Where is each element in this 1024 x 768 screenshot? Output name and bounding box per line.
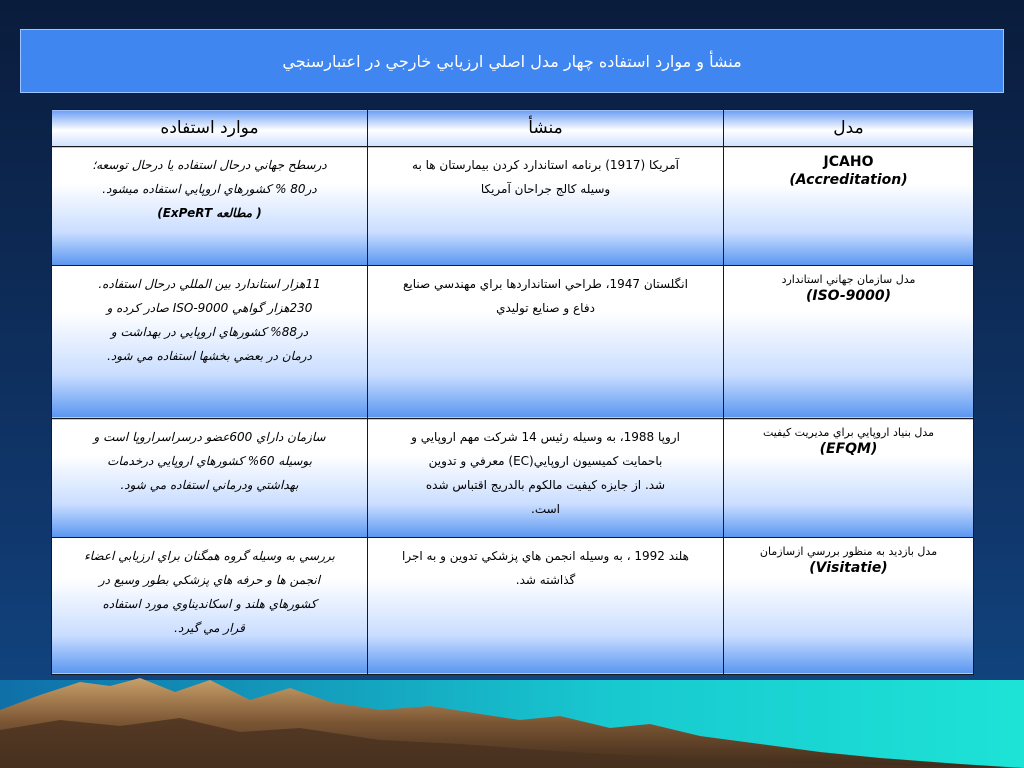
model-cell xyxy=(724,265,974,418)
origin-line: هلند 1992 ، به وسيله انجمن هاي پزشكي تدوين و به اجرا xyxy=(402,548,689,563)
table-row xyxy=(52,537,974,674)
table-header-row xyxy=(52,110,974,147)
table-row xyxy=(52,419,974,538)
use-line: قرار مي گيرد. xyxy=(174,620,245,635)
origin-line: باحمايت كميسيون اروپايي(EC) معرفي و تدوين xyxy=(428,454,663,469)
header-use: موارد استفاده xyxy=(52,110,368,147)
table-row xyxy=(52,147,974,266)
use-line: در88% كشورهاي اروپايي در بهداشت و xyxy=(110,324,309,339)
use-cell xyxy=(52,265,368,418)
model-cell xyxy=(724,147,974,266)
model-abbr: (ISO-9000) xyxy=(805,287,892,304)
use-line: بهداشتي ودرماني استفاده مي شود. xyxy=(120,478,299,493)
origin-line: گذاشته شد. xyxy=(515,572,576,587)
use-line: 230هزار گواهي ISO-9000 صادر كرده و xyxy=(106,300,313,315)
origin-cell xyxy=(368,419,724,538)
origin-line: است. xyxy=(531,502,560,517)
origin-line: شد. از جايزه كيفيت مالكوم بالدريج اقتباس شده xyxy=(425,478,666,493)
header-origin: منشأ xyxy=(368,110,724,147)
use-line: سازمان داراي 600عضو درسراسراروپا است و xyxy=(93,430,326,445)
origin-line: آمريكا (1917) برنامه استاندارد كردن بيمارستان ها به xyxy=(412,158,679,172)
model-name: مدل بازديد به منظور بررسي ازسازمان xyxy=(759,544,938,558)
origin-cell xyxy=(368,265,724,418)
use-line: كشورهاي هلند و اسكانديناوي مورد استفاده xyxy=(102,596,317,611)
header-model: مدل xyxy=(724,110,974,147)
origin-line: دفاع و صنايع توليدي xyxy=(496,300,595,315)
model-abbr: (Accreditation) xyxy=(789,172,908,188)
origin-cell xyxy=(368,537,724,674)
use-cell xyxy=(52,537,368,674)
model-cell xyxy=(724,419,974,538)
use-line: بررسي به وسيله گروه همگنان براي ارزيابي اعضاء xyxy=(84,548,335,563)
use-line: ( مطالعه ExPeRT) xyxy=(157,206,262,220)
model-abbr: (Visitatie) xyxy=(809,559,888,576)
origin-line: وسيله كالج جراحان آمريكا xyxy=(480,182,611,196)
origin-cell xyxy=(368,147,724,266)
use-line: 11هزار استاندارد بين المللي درحال استفاده. xyxy=(98,276,321,291)
comparison-table xyxy=(51,109,974,675)
origin-line: انگلستان 1947، طراحي استانداردها براي مهندسي صنايع xyxy=(403,276,688,291)
origin-line: اروپا 1988، به وسيله رئيس 14 شركت مهم اروپايي و xyxy=(411,430,680,445)
model-name: مدل سازمان جهاني استاندارد xyxy=(781,272,916,286)
model-name: مدل بنياد اروپايي براي مديريت كيفيت xyxy=(762,426,935,440)
use-line: در80 % كشورهاي اروپايي استفاده ميشود. xyxy=(102,182,317,196)
use-line: درمان در بعضي بخشها استفاده مي شود. xyxy=(107,348,312,363)
model-cell xyxy=(724,537,974,674)
use-cell xyxy=(52,147,368,266)
use-line: انجمن ها و حرفه هاي پزشكي بطور وسيع در xyxy=(98,572,321,587)
use-cell xyxy=(52,419,368,538)
use-line: بوسيله 60% كشورهاي اروپايي درخدمات xyxy=(107,454,312,469)
model-abbr: (EFQM) xyxy=(819,441,878,458)
use-line: درسطح جهاني درحال استفاده يا درحال توسعه؛ xyxy=(92,158,327,172)
slide-title: منشأ و موارد استفاده چهار مدل اصلي ارزيابي خارجي در اعتبارسنجي xyxy=(20,29,1004,93)
model-name: JCAHO xyxy=(823,154,874,170)
table-row xyxy=(52,265,974,418)
